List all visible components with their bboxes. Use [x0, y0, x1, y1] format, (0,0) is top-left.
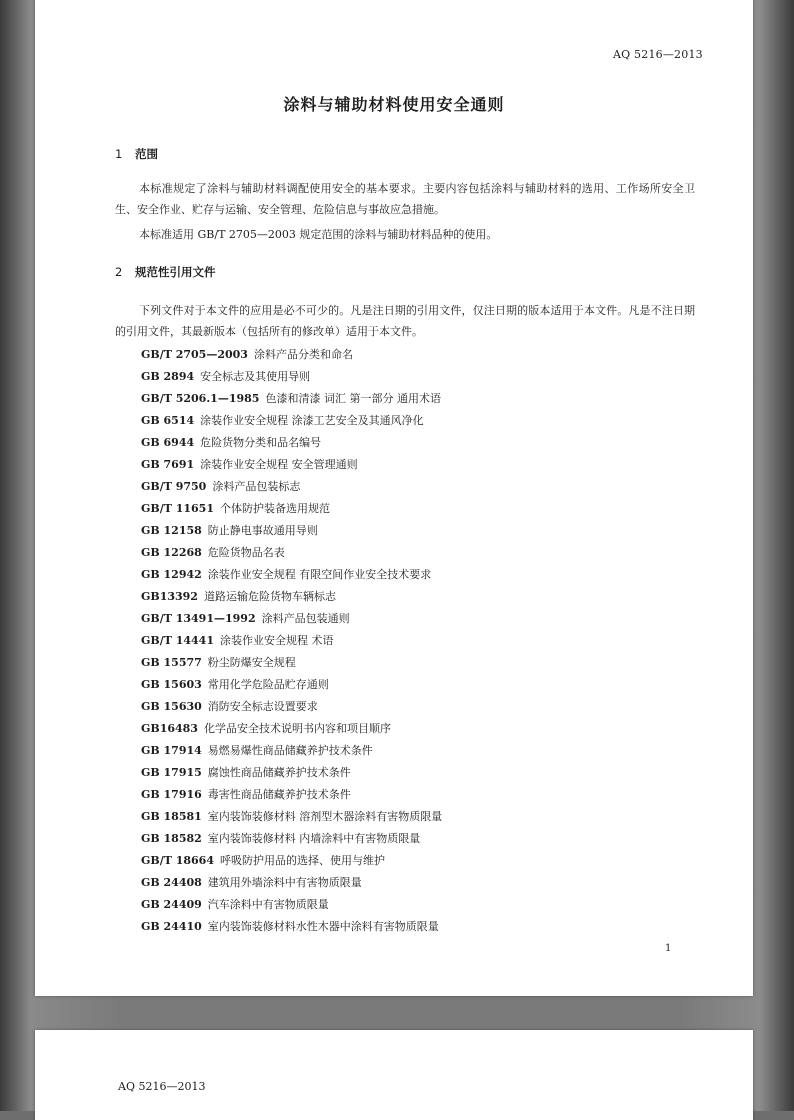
- reference-item: [141, 630, 701, 652]
- reference-code: GB 6944: [141, 436, 195, 449]
- reference-item: [141, 432, 701, 454]
- section-2-intro: 下列文件对于本文件的应用是必不可少的。凡是注日期的引用文件，仅注日期的版本适用于本文件。凡是不注日期的引用文件，其最新版本（包括所有的修改单）适用于本文件。: [115, 304, 695, 338]
- reference-item: [141, 410, 701, 432]
- reference-code: GB 17915: [141, 766, 202, 779]
- reference-item: [141, 564, 701, 586]
- document-title: 涂料与辅助材料使用安全通则: [283, 95, 505, 114]
- reference-title: 个体防护装备选用规范: [220, 502, 330, 515]
- reference-item: [141, 586, 701, 608]
- reference-code: GB 7691: [141, 458, 195, 471]
- reference-title: 汽车涂料中有害物质限量: [207, 898, 329, 911]
- section-1-title: 范围: [135, 147, 158, 161]
- reference-title: 消防安全标志设置要求: [207, 700, 318, 713]
- reference-title: 腐蚀性商品储藏养护技术条件: [207, 766, 351, 779]
- page-number: 1: [665, 943, 672, 954]
- section-1-paragraph-2: 本标准适用 GB/T 2705—2003 规定范围的涂料与辅助材料品种的使用。: [139, 228, 498, 241]
- reference-code: GB 12158: [141, 524, 202, 537]
- reference-item: [141, 762, 701, 784]
- reference-item: [141, 916, 701, 938]
- reference-item: [141, 696, 701, 718]
- reference-code: GB/T 9750: [141, 480, 207, 493]
- reference-item: [141, 652, 701, 674]
- reference-title: 涂装作业安全规程 术语: [220, 634, 334, 647]
- reference-code: GB 17914: [141, 744, 202, 757]
- reference-code: GB 24408: [141, 876, 202, 889]
- reference-title: 防止静电事故通用导则: [207, 524, 318, 537]
- normative-references-list: [141, 344, 701, 938]
- reference-item: [141, 542, 701, 564]
- reference-code: GB 15630: [141, 700, 202, 713]
- reference-item: [141, 674, 701, 696]
- reference-title: 涂装作业安全规程 有限空间作业安全技术要求: [207, 568, 432, 581]
- reference-code: GB 24410: [141, 920, 202, 933]
- reference-item: [141, 894, 701, 916]
- reference-item: [141, 388, 701, 410]
- section-1-paragraph-1: 本标准规定了涂料与辅助材料调配使用安全的基本要求。主要内容包括涂料与辅助材料的选用、工作场所安全卫生、安全作业、贮存与运输、安全管理、危险信息与事故应急措施。: [115, 182, 695, 216]
- reference-item: [141, 608, 701, 630]
- section-1-number: 1: [115, 147, 123, 161]
- reference-item: [141, 498, 701, 520]
- section-2-number: 2: [115, 265, 123, 279]
- reference-code: GB 18581: [141, 810, 202, 823]
- reference-code: GB/T 18664: [141, 854, 214, 867]
- reference-code: GB 18582: [141, 832, 202, 845]
- reference-title: 危险货物品名表: [207, 546, 285, 559]
- reference-title: 涂装作业安全规程 涂漆工艺安全及其通风净化: [200, 414, 424, 427]
- standard-code-header: AQ 5216—2013: [613, 48, 703, 61]
- reference-title: 室内装饰装修材料水性木器中涂料有害物质限量: [207, 920, 439, 933]
- reference-title: 常用化学危险品贮存通则: [207, 678, 329, 691]
- reference-code: GB 15603: [141, 678, 202, 691]
- reference-title: 化学品安全技术说明书内容和项目顺序: [203, 722, 391, 735]
- document-page-2: [35, 1030, 753, 1120]
- reference-title: 易燃易爆性商品储藏养护技术条件: [207, 744, 373, 757]
- reference-code: GB 12942: [141, 568, 202, 581]
- reference-code: GB 24409: [141, 898, 202, 911]
- reference-item: [141, 366, 701, 388]
- reference-title: 室内装饰装修材料 溶剂型木器涂料有害物质限量: [207, 810, 443, 823]
- reference-item: [141, 344, 701, 366]
- reference-code: GB13392: [141, 590, 198, 603]
- reference-title: 色漆和清漆 词汇 第一部分 通用术语: [265, 392, 441, 405]
- reference-title: 涂料产品包装标志: [212, 480, 301, 493]
- reference-title: 涂装作业安全规程 安全管理通则: [200, 458, 358, 471]
- reference-code: GB16483: [141, 722, 198, 735]
- reference-item: [141, 784, 701, 806]
- reference-title: 室内装饰装修材料 内墙涂料中有害物质限量: [207, 832, 421, 845]
- reference-item: [141, 806, 701, 828]
- reference-code: GB 2894: [141, 370, 195, 383]
- reference-title: 毒害性商品储藏养护技术条件: [207, 788, 351, 801]
- reference-title: 道路运输危险货物车辆标志: [203, 590, 336, 603]
- reference-code: GB/T 2705—2003: [141, 348, 248, 361]
- reference-code: GB/T 11651: [141, 502, 214, 515]
- reference-item: [141, 718, 701, 740]
- document-page-1: [35, 0, 753, 996]
- reference-item: [141, 828, 701, 850]
- reference-code: GB 6514: [141, 414, 195, 427]
- standard-code-header-page-2: AQ 5216—2013: [118, 1080, 206, 1093]
- reference-title: 涂料产品分类和命名: [253, 348, 353, 361]
- reference-item: [141, 740, 701, 762]
- reference-title: 呼吸防护用品的选择、使用与维护: [220, 854, 385, 867]
- reference-code: GB 17916: [141, 788, 202, 801]
- reference-title: 危险货物分类和品名编号: [200, 436, 322, 449]
- section-2-heading: [115, 264, 216, 280]
- reference-item: [141, 872, 701, 894]
- reference-code: GB/T 14441: [141, 634, 214, 647]
- reference-item: [141, 850, 701, 872]
- section-1-heading: [115, 146, 158, 162]
- reference-code: GB/T 5206.1—1985: [141, 392, 260, 405]
- reference-item: [141, 520, 701, 542]
- reference-title: 粉尘防爆安全规程: [207, 656, 296, 669]
- reference-item: [141, 454, 701, 476]
- reference-code: GB 15577: [141, 656, 202, 669]
- section-2-title: 规范性引用文件: [135, 265, 216, 279]
- reference-title: 涂料产品包装通则: [261, 612, 350, 625]
- reference-title: 建筑用外墙涂料中有害物质限量: [207, 876, 362, 889]
- reference-code: GB/T 13491—1992: [141, 612, 256, 625]
- reference-title: 安全标志及其使用导则: [200, 370, 311, 383]
- reference-item: [141, 476, 701, 498]
- reference-code: GB 12268: [141, 546, 202, 559]
